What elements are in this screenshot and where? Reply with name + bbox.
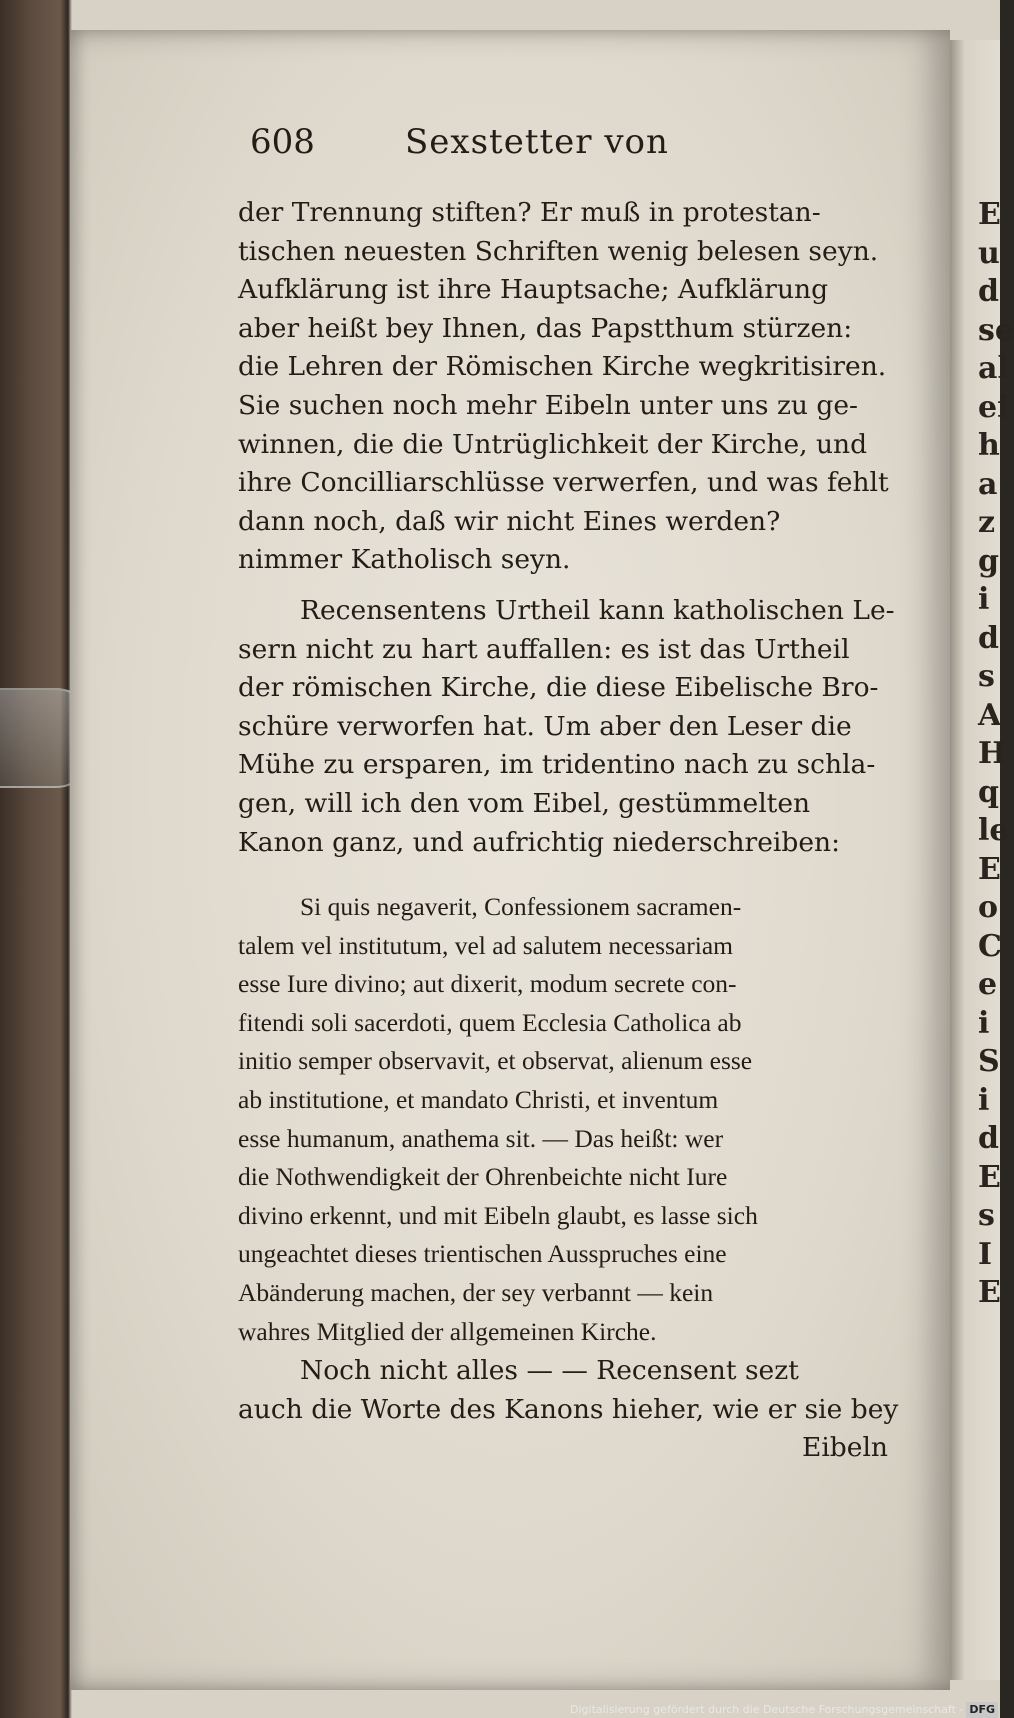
digitization-credit [570, 1702, 1000, 1718]
facing-page-fragment: a [978, 466, 998, 502]
text-line: talem vel institutum, vel ad salutem necessariam [238, 930, 733, 960]
paragraph-latin-canon [238, 888, 888, 1351]
facing-page-fragment: E [978, 1275, 1001, 1310]
text-line: Kanon ganz, und aufrichtig niederschreiben: [238, 826, 841, 858]
facing-page-fragment: I [978, 1236, 993, 1272]
text-line: Si quis negaverit, Confessionem sacramen- [300, 892, 742, 921]
text-line: Abänderung machen, der sey verbannt — kein [238, 1277, 714, 1307]
facing-page-fragment: le [978, 813, 1009, 848]
running-title: Sexstetter von [405, 122, 669, 162]
text-line: die Nothwendigkeit der Ohrenbeichte nicht Iure [238, 1162, 728, 1192]
text-line: schüre verworfen hat. Um aber den Leser die [238, 710, 852, 742]
text-line: dann noch, daß wir nicht Eines werden? [238, 505, 781, 537]
text-line: der römischen Kirche, die diese Eibelische Bro- [238, 672, 879, 704]
text-line: Recensentens Urtheil kann katholischen Le- [300, 595, 895, 626]
facing-page-fragment: d [978, 620, 999, 656]
facing-page-fragment: H [978, 736, 1007, 771]
credit-text: Digitalisierung gefördert durch die Deutsche Forschungsgemeinschaft - [570, 1703, 964, 1716]
text-line: der Trennung stiften? Er muß in protestan- [238, 197, 821, 228]
facing-page-fragment: se [978, 312, 1014, 348]
facing-page-fragment: A [978, 697, 1002, 733]
text-line: ihre Concilliarschlüsse verwerfen, und was fehlt [238, 467, 889, 499]
text-line: ungeachtet dieses trientischen Ausspruches eine [238, 1239, 727, 1269]
facing-page-fragment: d [978, 1121, 999, 1156]
text-line: winnen, die die Untrüglichkeit der Kirche, und [238, 428, 868, 460]
facing-page-fragment: E [978, 1159, 1001, 1195]
text-line: nimmer Katholisch seyn. [238, 544, 571, 576]
facing-page-fragment: i [978, 1082, 990, 1118]
page-number: 608 [250, 122, 315, 162]
facing-page-fragment: z [978, 505, 996, 540]
facing-page-fragment: g [978, 543, 999, 579]
facing-page-fragment: C [978, 928, 1002, 964]
text-line: gen, will ich den vom Eibel, gestümmelten [238, 787, 811, 819]
catchword: Eibeln [801, 1432, 888, 1464]
text-line: Sie suchen noch mehr Eibeln unter uns zu ge- [238, 389, 859, 421]
text-line: initio semper observavit, et observat, alienum esse [238, 1046, 753, 1076]
paragraph-2 [238, 592, 895, 862]
paragraph-4 [238, 1352, 899, 1468]
facing-page-fragment: u [978, 235, 1000, 271]
facing-page-fragment: ei [978, 389, 1009, 425]
paragraph-1 [238, 194, 888, 580]
text-line: divino erkennt, und mit Eibeln glaubt, es lasse sich [238, 1200, 758, 1230]
text-line: esse Iure divino; aut dixerit, modum secrete con- [238, 969, 737, 999]
text-line: esse humanum, anathema sit. — Das heißt: wer [238, 1123, 724, 1153]
text-line: die Lehren der Römischen Kirche wegkritisiren. [238, 351, 887, 383]
facing-page-edge [950, 40, 1014, 1680]
text-line: Aufklärung ist ihre Hauptsache; Aufklärung [238, 274, 829, 306]
facing-page-fragment: s [978, 659, 995, 694]
dfg-logo: DFG [966, 1702, 998, 1718]
facing-page-fragment: o [978, 890, 999, 925]
facing-page-fragment: h [978, 428, 1000, 463]
facing-page-fragment: d [978, 274, 999, 309]
facing-page-fragment: E [978, 851, 1001, 887]
facing-page-fragment: e [978, 967, 998, 1002]
text-line: Noch nicht alles — — Recensent sezt [300, 1355, 799, 1386]
text-line: ab institutione, et mandato Christi, et inventum [238, 1084, 719, 1114]
text-line: Mühe zu ersparen, im tridentino nach zu schla- [238, 749, 876, 781]
facing-page-fragment: i [978, 582, 990, 617]
facing-page-fragment: S [978, 1044, 1000, 1079]
facing-page-fragment: s [978, 1198, 995, 1233]
facing-page-fragment: E [978, 197, 1001, 232]
page-header [250, 118, 680, 166]
text-line: aber heißt bey Ihnen, das Papstthum stürzen: [238, 312, 853, 344]
text-line: wahres Mitglied der allgemeinen Kirche. [238, 1316, 657, 1346]
text-line: auch die Worte des Kanons hieher, wie er sie bey [238, 1393, 899, 1425]
facing-page-fragment: q [978, 774, 999, 810]
text-line: sern nicht zu hart auffallen: es ist das Urtheil [238, 633, 850, 665]
text-line: tischen neuesten Schriften wenig belesen seyn. [238, 235, 879, 267]
facing-page-fragment: al [978, 351, 1009, 386]
text-line: fitendi soli sacerdoti, quem Ecclesia Catholica ab [238, 1007, 742, 1037]
facing-page-fragment: i [978, 1005, 990, 1041]
